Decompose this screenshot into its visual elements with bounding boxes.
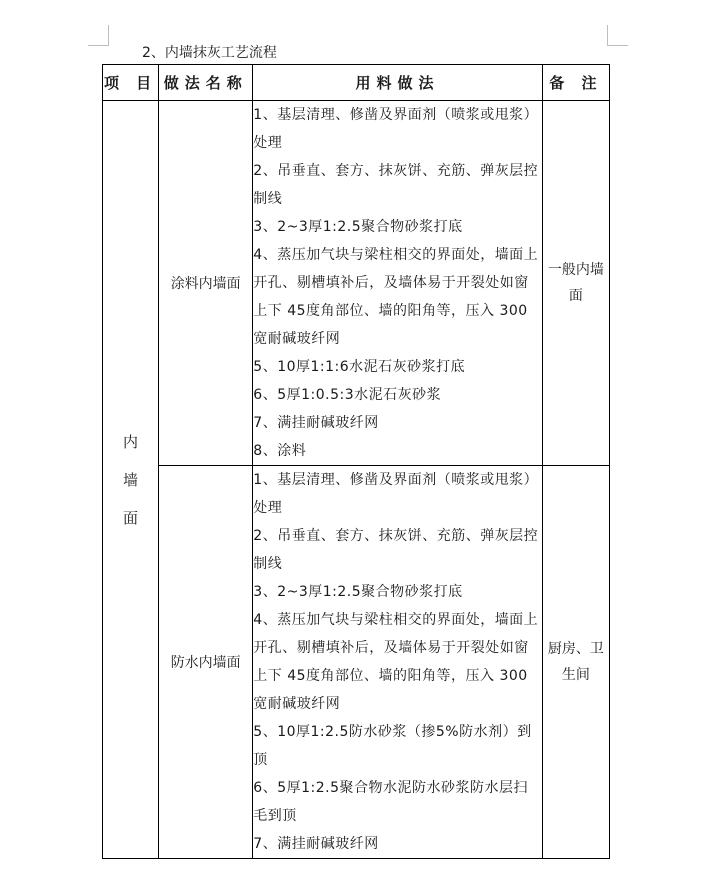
step-item: 8、涂料: [253, 443, 307, 459]
step-item: 6、5厚1:2.5聚合物水泥防水砂浆防水层扫毛到顶: [253, 780, 528, 824]
method-name-cell: 涂料内墙面: [159, 101, 253, 466]
plastering-process-table: [102, 64, 610, 859]
step-item: 2、吊垂直、套方、抹灰饼、充筋、弹灰层控制线: [253, 528, 539, 572]
materials-steps-cell: [253, 466, 543, 859]
item-label-char: 面: [123, 508, 139, 527]
header-remark: 备 注: [542, 65, 609, 101]
remark-text: 一般内墙面: [547, 262, 604, 304]
step-item: 6、5厚1:0.5:3水泥石灰砂浆: [253, 387, 442, 403]
section-heading: 2、内墙抹灰工艺流程: [142, 45, 277, 61]
remark-text: 厨房、卫生间: [547, 641, 604, 683]
table-row: [103, 101, 610, 466]
step-item: 3、2~3厚1:2.5聚合物砂浆打底: [253, 584, 463, 600]
remark-cell: [542, 101, 609, 466]
step-item: 1、基层清理、修凿及界面剂（喷浆或甩浆）处理: [253, 472, 539, 516]
item-label-char: 墙: [123, 470, 139, 489]
page-corner-mark-top-right: [607, 25, 628, 46]
materials-steps-cell: [253, 101, 543, 466]
header-method-name: 做法名称: [159, 65, 253, 101]
step-item: 5、10厚1:1:6水泥石灰砂浆打底: [253, 359, 466, 375]
item-label: [123, 423, 138, 537]
step-item: 3、2~3厚1:2.5聚合物砂浆打底: [253, 219, 463, 235]
header-item: 项 目: [103, 65, 159, 101]
step-item: 4、蒸压加气块与梁柱相交的界面处，墙面上开孔、剔槽填补后，及墙体易于开裂处如窗上下 45度角部位、墙的阳角等，压入 300宽耐碱玻纤网: [253, 612, 539, 712]
page-corner-mark-top-left: [88, 25, 109, 46]
step-item: 4、蒸压加气块与梁柱相交的界面处，墙面上开孔、剔槽填补后，及墙体易于开裂处如窗上下 45度角部位、墙的阳角等，压入 300宽耐碱玻纤网: [253, 247, 539, 347]
step-item: 2、吊垂直、套方、抹灰饼、充筋、弹灰层控制线: [253, 163, 539, 207]
item-cell-interior-wall: [103, 101, 159, 859]
step-item: 7、满挂耐碱玻纤网: [253, 415, 379, 431]
step-item: 5、10厚1:2.5防水砂浆（掺5%防水剂）到顶: [253, 724, 532, 768]
table-header-row: [103, 65, 610, 101]
item-label-char: 内: [123, 432, 139, 451]
header-materials: 用料做法: [253, 65, 543, 101]
step-item: 1、基层清理、修凿及界面剂（喷浆或甩浆）处理: [253, 107, 539, 151]
remark-cell: [542, 466, 609, 859]
step-item: 7、满挂耐碱玻纤网: [253, 836, 379, 852]
table-row: [103, 466, 610, 859]
method-name-cell: 防水内墙面: [159, 466, 253, 859]
